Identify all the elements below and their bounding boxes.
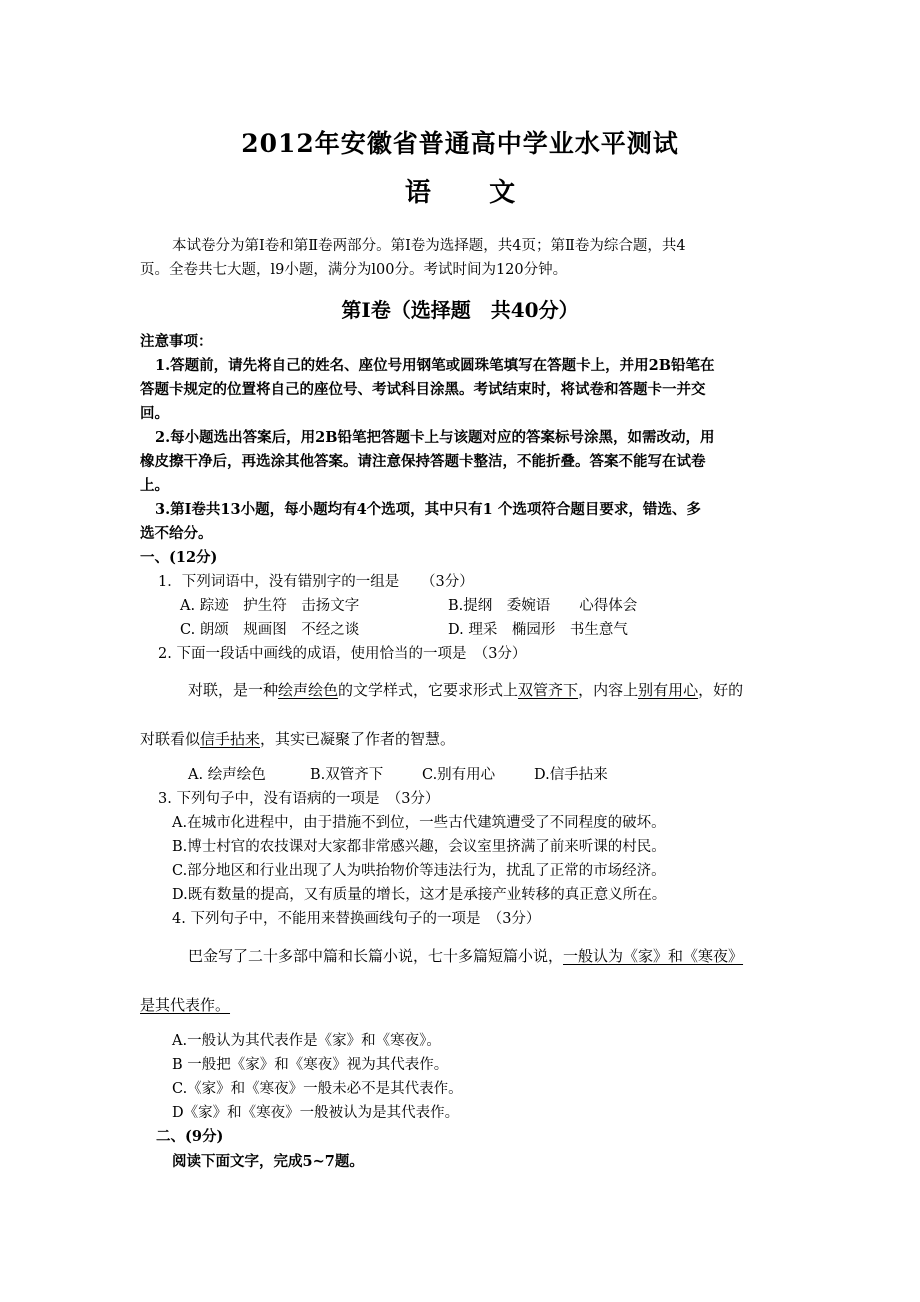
q3-option-c: C.部分地区和行业出现了人为哄抬物价等违法行为，扰乱了正常的市场经济。 bbox=[172, 863, 666, 879]
q3-option-a: A.在城市化进程中，由于措施不到位，一些古代建筑遭受了不同程度的破坏。 bbox=[172, 815, 666, 831]
q2-option-c: C.别有用心 bbox=[422, 767, 496, 783]
q4-text: 巴金写了二十多部中篇和长篇小说，七十多篇短篇小说， bbox=[188, 947, 564, 965]
notice-line: 选不给分。 bbox=[140, 525, 213, 542]
q2-text: 的文学样式，它要求形式上 bbox=[338, 681, 519, 699]
subject-title bbox=[0, 172, 920, 209]
q2-stem: 2. 下面一段话中画线的成语，使用恰当的一项是 （3分） bbox=[158, 646, 527, 662]
q2-option-d: D.信手拈来 bbox=[534, 767, 608, 783]
q3-option-b: B.博士村官的农技课对大家都非常感兴趣，会议室里挤满了前来听课的村民。 bbox=[172, 839, 666, 855]
notice-line: 1.答题前，请先将自己的姓名、座位号用钢笔或圆珠笔填写在答题卡上，并用2B铅笔在 bbox=[155, 357, 715, 374]
q2-passage-line-1 bbox=[188, 679, 743, 700]
q2-underlined-idiom: 双管齐下 bbox=[518, 681, 579, 699]
q1-option-a: A. 踪迹 护生符 击扬文字 bbox=[180, 598, 360, 614]
q2-underlined-idiom: 别有用心 bbox=[638, 681, 699, 699]
q3-option-d: D.既有数量的提高，又有质量的增长，这才是承接产业转移的真正意义所在。 bbox=[172, 887, 667, 903]
q2-option-a: A. 绘声绘色 bbox=[188, 767, 266, 783]
q2-text: 对联看似 bbox=[140, 730, 201, 748]
q2-passage-line-2 bbox=[140, 728, 455, 749]
q2-option-b: B.双管齐下 bbox=[310, 767, 384, 783]
q2-text: ，其实已凝聚了作者的智慧。 bbox=[260, 730, 456, 748]
notice-line: 上。 bbox=[140, 477, 169, 494]
notice-heading: 注意事项： bbox=[140, 333, 213, 350]
q2-options bbox=[188, 763, 608, 787]
intro-line-2: 页。全卷共七大题，l9小题，满分为l00分。考试时间为120分钟。 bbox=[140, 262, 568, 278]
q1-option-b: B.提纲 委婉语 心得体会 bbox=[448, 598, 638, 614]
q2-underlined-idiom: 绘声绘色 bbox=[278, 681, 339, 699]
intro-line-1: 本试卷分为第Ⅰ卷和第Ⅱ卷两部分。第Ⅰ卷为选择题，共4页；第Ⅱ卷为综合题，共4 bbox=[172, 238, 686, 254]
subject-char-1: 语 bbox=[404, 178, 431, 208]
subject-char-2: 文 bbox=[489, 178, 516, 208]
q2-text: ，内容上 bbox=[578, 681, 639, 699]
q2-text: ，好的 bbox=[698, 681, 744, 699]
q2-underlined-idiom: 信手拈来 bbox=[200, 730, 261, 748]
q4-underlined-sentence: 一般认为《家》和《寒夜》 bbox=[563, 947, 744, 965]
q4-option-a: A.一般认为其代表作是《家》和《寒夜》。 bbox=[172, 1033, 441, 1049]
section2-heading: 二、(9分) bbox=[156, 1128, 224, 1145]
notice-line: 回。 bbox=[140, 405, 169, 422]
notice-line: 3.第Ⅰ卷共13小题，每小题均有4个选项，其中只有1 个选项符合题目要求，错选、多 bbox=[155, 501, 701, 518]
q2-text: 对联，是一种 bbox=[188, 681, 279, 699]
notice-line: 2.每小题选出答案后，用2B铅笔把答题卡上与该题对应的答案标号涂黑，如需改动，用 bbox=[155, 429, 715, 446]
q4-option-b: B 一般把《家》和《寒夜》视为其代表作。 bbox=[172, 1057, 449, 1073]
q4-passage-line-1 bbox=[188, 945, 743, 966]
section1-heading: 一、(12分) bbox=[140, 549, 218, 566]
q4-underlined-sentence: 是其代表作。 bbox=[140, 996, 231, 1014]
q1-option-c: C. 朗颂 规画图 不经之谈 bbox=[180, 622, 360, 638]
q4-option-d: D《家》和《寒夜》一般被认为是其代表作。 bbox=[172, 1105, 460, 1121]
exam-title: 2012年安徽省普通高中学业水平测试 bbox=[241, 129, 679, 158]
q4-passage-line-2 bbox=[140, 994, 230, 1015]
q4-option-c: C.《家》和《寒夜》一般未必不是其代表作。 bbox=[172, 1081, 463, 1097]
notice-line: 答题卡规定的位置将自己的座位号、考试科目涂黑。考试结束时，将试卷和答题卡一并交 bbox=[140, 381, 706, 398]
q3-stem: 3. 下列句子中，没有语病的一项是 （3分） bbox=[158, 791, 440, 807]
q1-stem: 1．下列词语中，没有错别字的一组是 （3分） bbox=[158, 574, 474, 590]
q1-option-d: D. 理采 椭园形 书生意气 bbox=[448, 622, 628, 638]
part1-title: 第Ⅰ卷（选择题 共40分） bbox=[341, 298, 579, 322]
q4-stem: 4. 下列句子中，不能用来替换画线句子的一项是 （3分） bbox=[172, 911, 541, 927]
section2-instruction: 阅读下面文字，完成5~7题。 bbox=[172, 1153, 364, 1170]
notice-line: 橡皮擦干净后，再选涂其他答案。请注意保持答题卡整洁，不能折叠。答案不能写在试卷 bbox=[140, 453, 706, 470]
